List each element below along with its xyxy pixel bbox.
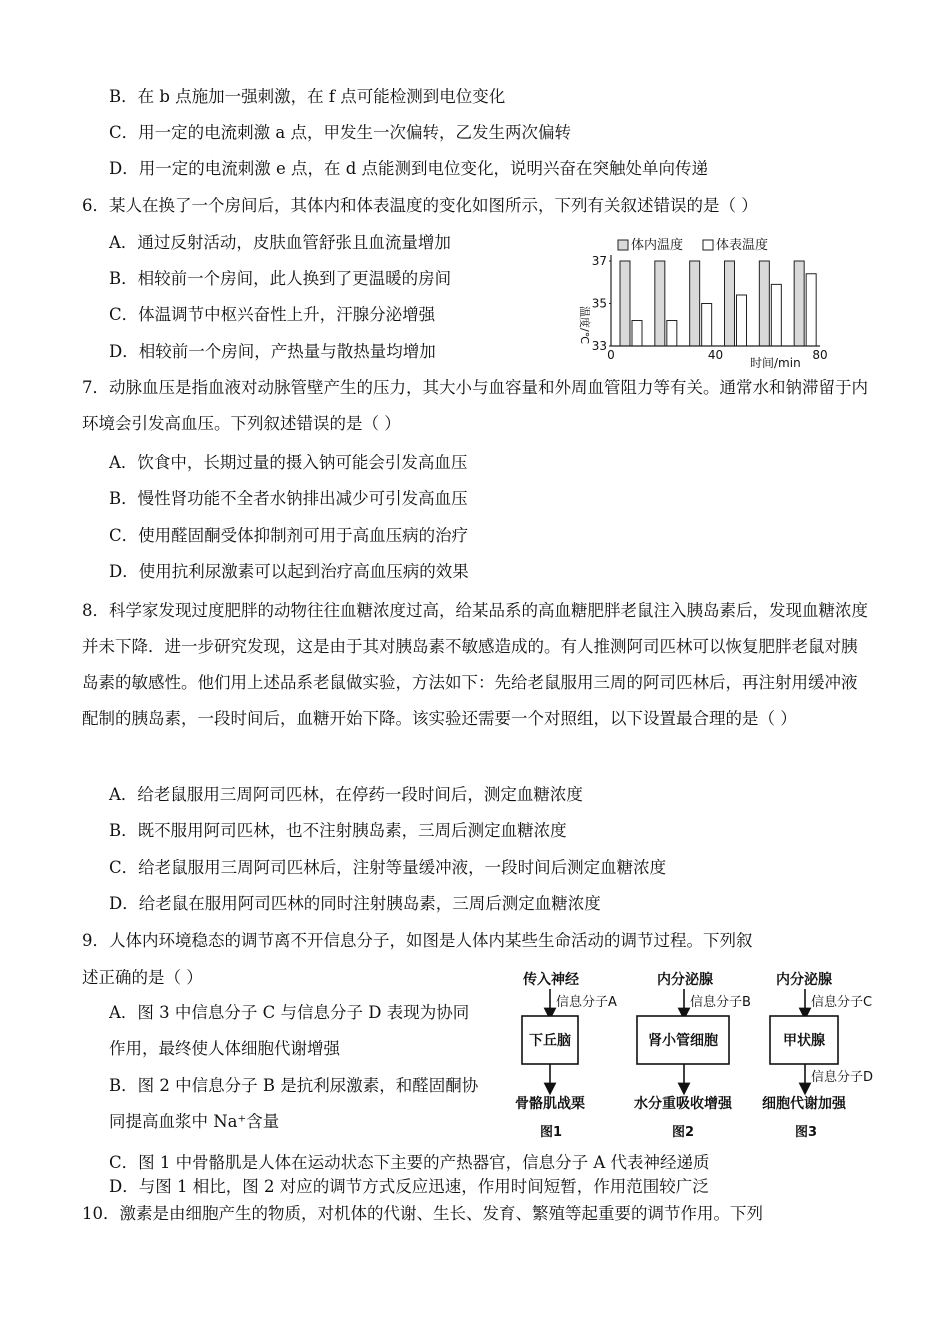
q8-option-c: C．给老鼠服用三周阿司匹林后，注射等量缓冲液，一段时间后测定血糖浓度: [109, 858, 667, 877]
regulation-diagram: [500, 962, 874, 1144]
fig1-signal-label: 信息分子A: [556, 995, 617, 1010]
q7-option-c: C．使用醛固酮受体抑制剂可用于高血压病的治疗: [109, 526, 469, 545]
q9-stem: 9．人体内环境稳态的调节离不开信息分子，如图是人体内某些生命活动的调节过程。下列叙: [82, 931, 753, 950]
q8-option-b: B．既不服用阿司匹林，也不注射胰岛素，三周后测定血糖浓度: [109, 821, 567, 840]
q6-option-b: B．相较前一个房间，此人换到了更温暖的房间: [109, 269, 452, 288]
y-tick-label: 35: [591, 296, 607, 311]
bar-internal-2: [655, 261, 665, 346]
fig2-signal-label: 信息分子B: [690, 995, 751, 1010]
fig3-bottom-label: 细胞代谢加强: [762, 1096, 846, 1112]
fig2-bottom-label: 水分重吸收增强: [634, 1096, 732, 1112]
bar-surface-5: [771, 284, 781, 346]
fig3-caption: 图3: [794, 1125, 818, 1140]
q8-option-a: A．给老鼠服用三周阿司匹林，在停药一段时间后，测定血糖浓度: [109, 785, 583, 804]
bar-internal-6: [794, 261, 804, 346]
q8-option-d: D．给老鼠在服用阿司匹林的同时注射胰岛素，三周后测定血糖浓度: [109, 894, 601, 913]
q9-option-d: D．与图 1 相比，图 2 对应的调节方式反应迅速，作用时间短暂，作用范围较广泛: [109, 1177, 709, 1196]
q6-option-c: C．体温调节中枢兴奋性上升，汗腺分泌增强: [109, 305, 436, 324]
bar-internal-1: [620, 261, 630, 346]
q5-option-b: B．在 b 点施加一强刺激，在 f 点可能检测到电位变化: [109, 87, 506, 106]
chart-legend: [618, 237, 768, 253]
q6-option-d: D．相较前一个房间，产热量与散热量均增加: [109, 342, 436, 361]
q5-option-c: C．用一定的电流刺激 a 点，甲发生一次偏转，乙发生两次偏转: [109, 123, 571, 142]
q7-option-a: A．饮食中，长期过量的摄入钠可能会引发高血压: [109, 453, 468, 472]
figure-1: [515, 971, 617, 1140]
q9-option-a: A．图 3 中信息分子 C 与信息分子 D 表现为协同作用，最终使人体细胞代谢增强: [109, 1003, 470, 1058]
q9-option-c: C．图 1 中骨骼肌是人体在运动状态下主要的产热器官，信息分子 A 代表神经递质: [109, 1153, 710, 1172]
bar-internal-5: [759, 261, 769, 346]
y-tick-label: 37: [591, 254, 607, 268]
q6-stem: 6．某人在换了一个房间后，其体内和体表温度的变化如图所示，下列有关叙述错误的是（ ）: [82, 196, 758, 215]
y-axis-label: 温度/℃: [578, 306, 591, 345]
bar-surface-4: [737, 295, 747, 346]
legend-label-surface: 体表温度: [716, 238, 769, 253]
q7-option-d: D．使用抗利尿激素可以起到治疗高血压病的效果: [109, 562, 469, 581]
x-axis-label: 时间/min: [750, 356, 801, 370]
fig3-top-label: 内分泌腺: [776, 972, 832, 988]
x-tick-label: 0: [607, 348, 615, 362]
fig1-caption: 图1: [539, 1125, 563, 1140]
fig2-caption: 图2: [671, 1125, 695, 1140]
q6-option-a: A．通过反射活动，皮肤血管舒张且血流量增加: [109, 233, 451, 252]
figure-2: [634, 971, 751, 1140]
x-tick-label: 40: [707, 348, 724, 362]
bar-surface-2: [667, 321, 677, 347]
fig2-box-label: 肾小管细胞: [648, 1033, 718, 1049]
q5-option-d: D．用一定的电流刺激 e 点，在 d 点能测到电位变化，说明兴奋在突触处单向传递: [109, 159, 709, 178]
bar-internal-4: [725, 261, 735, 346]
legend-swatch-surface: [703, 240, 713, 250]
fig3-signal2-label: 信息分子D: [811, 1070, 874, 1085]
figure-3: [762, 971, 873, 1140]
q9-option-b: B．图 2 中信息分子 B 是抗利尿激素，和醛固酮协同提高血浆中 Na⁺含量: [109, 1076, 479, 1131]
bar-surface-3: [702, 304, 712, 347]
fig1-top-label: 传入神经: [523, 972, 579, 988]
temperature-bar-chart: [555, 228, 845, 370]
x-tick-label: 80: [812, 348, 828, 362]
q8-stem: 8．科学家发现过度肥胖的动物往往血糖浓度过高，给某品系的高血糖肥胖老鼠注入胰岛素后，发现血糖浓度并未下降．进一步研究发现，这是由于其对胰岛素不敏感造成的。有人推测阿司匹林可以恢复肥胖老鼠对胰岛素的敏感性。他们用上述品系老鼠做实验，方法如下：先给老鼠服用三周的阿司匹林后，再注射用缓冲液配制的胰岛素，一段时间后，血糖开始下降。该实验还需要一个对照组，以下设置最合理的是（ ）: [82, 601, 868, 728]
fig1-box-label: 下丘脑: [529, 1033, 571, 1049]
bar-surface-1: [632, 321, 642, 347]
q7-option-b: B．慢性肾功能不全者水钠排出减少可引发高血压: [109, 489, 468, 508]
q10-stem: 10．激素是由细胞产生的物质，对机体的代谢、生长、发育、繁殖等起重要的调节作用。下列: [82, 1204, 763, 1223]
fig1-bottom-label: 骨骼肌战栗: [515, 1096, 585, 1112]
q9-stem-continued: 述正确的是（ ）: [82, 968, 203, 987]
bar-surface-6: [806, 274, 816, 346]
fig3-box-label: 甲状腺: [783, 1033, 825, 1049]
bar-internal-3: [690, 261, 700, 346]
y-tick-label: 33: [591, 339, 607, 353]
fig2-top-label: 内分泌腺: [657, 972, 713, 988]
fig3-signal-label: 信息分子C: [811, 995, 873, 1010]
legend-swatch-internal: [618, 240, 628, 250]
q7-stem: 7．动脉血压是指血液对动脉管壁产生的压力，其大小与血容量和外周血管阻力等有关。通常水和钠滞留于内环境会引发高血压。下列叙述错误的是（ ）: [82, 378, 868, 433]
legend-label-internal: 体内温度: [631, 238, 684, 253]
